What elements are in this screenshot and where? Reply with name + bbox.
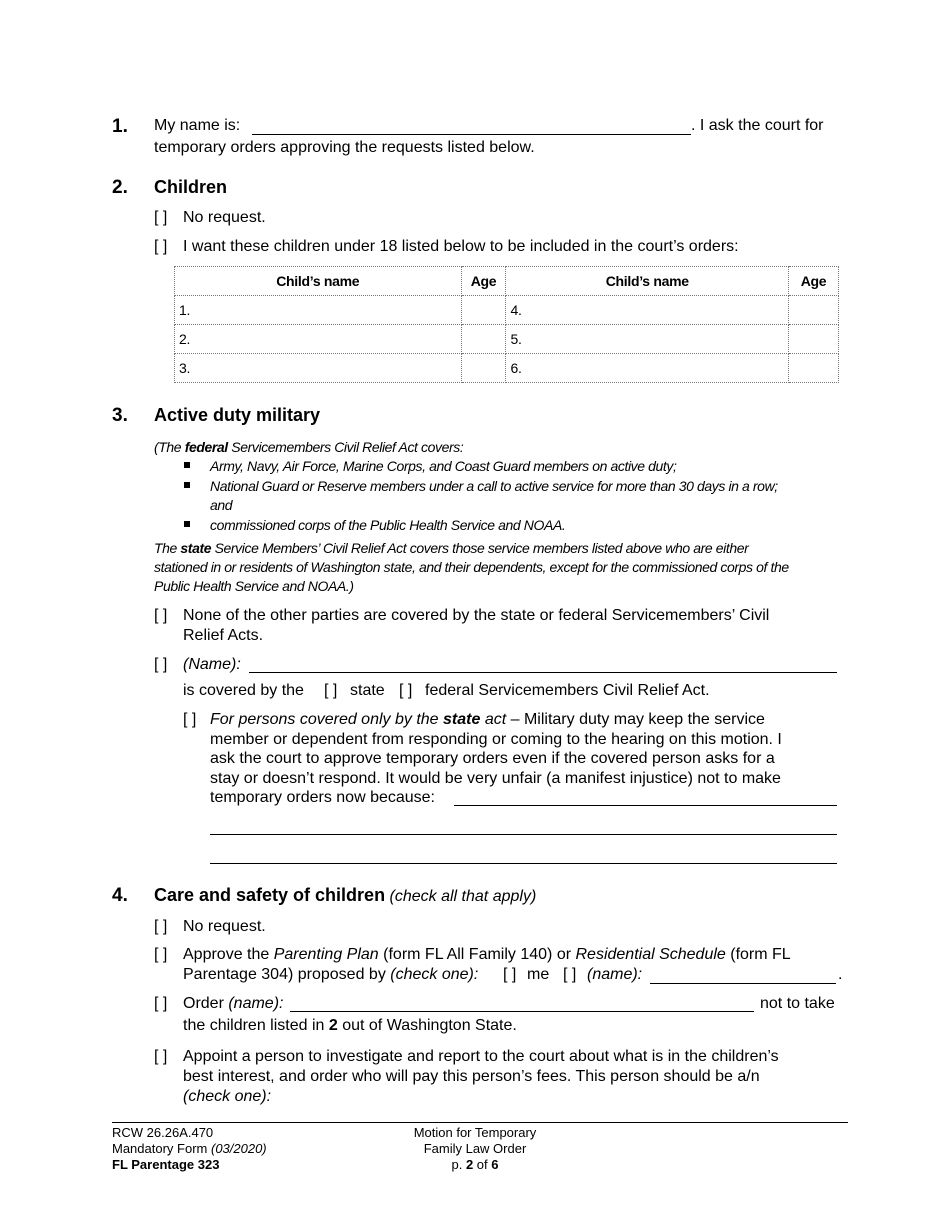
proposed-name-input-line[interactable] <box>650 983 836 984</box>
federal-act-intro: (The federal Servicemembers Civil Relief Act covers: <box>154 439 464 455</box>
reason-input-line[interactable] <box>210 834 837 835</box>
military-none-label-2: Relief Acts. <box>183 627 264 644</box>
parenting-plan-label: Approve the Parenting Plan (form FL All Family 140) or Residential Schedule (form FL <box>183 946 791 963</box>
military-none-checkbox[interactable]: [ ] <box>154 607 168 624</box>
state-act-text: The state Service Members’ Civil Relief Act covers those service members listed above who are either <box>154 540 749 556</box>
children-table-header <box>175 267 839 296</box>
covered-federal-checkbox[interactable]: [ ] <box>399 682 413 699</box>
child-age-header: Age <box>461 267 506 296</box>
appoint-label: Appoint a person to investigate and report to the court about what is in the children’s <box>183 1048 779 1065</box>
children-list-checkbox[interactable]: [ ] <box>154 238 168 255</box>
military-name-label: (Name): <box>183 656 241 673</box>
reason-input-line[interactable] <box>454 805 837 806</box>
federal-act-bullet: National Guard or Reserve members under a call to active service for more than 30 days in a row; <box>210 478 778 494</box>
proposed-me-checkbox[interactable]: [ ] <box>503 966 517 983</box>
child-name-cell[interactable]: 3. <box>175 354 462 383</box>
bullet-icon <box>184 521 190 527</box>
parenting-plan-label-2: Parentage 304) proposed by (check one): <box>183 966 479 983</box>
federal-act-bullet: commissioned corps of the Public Health Service and NOAA. <box>210 517 566 533</box>
covered-state-label: state <box>350 682 385 699</box>
footer-form-id: FL Parentage 323 <box>112 1157 220 1172</box>
child-name-cell[interactable]: 2. <box>175 325 462 354</box>
footer-page: p. 2 of 6 <box>451 1157 499 1172</box>
period: . <box>838 966 843 983</box>
section-2-title: Children <box>154 177 228 197</box>
appoint-label-2: best interest, and order who will pay this person’s fees. This person should be a/n <box>183 1068 760 1085</box>
section-1-line2: temporary orders approving the requests listed below. <box>154 139 535 156</box>
section-4-number: 4. <box>112 885 128 906</box>
order-label: Order (name): <box>183 995 284 1012</box>
military-none-label: None of the other parties are covered by the state or federal Servicemembers’ Civil <box>183 607 770 624</box>
footer-left <box>112 1125 267 1173</box>
footer-divider <box>112 1122 848 1123</box>
appoint-label-3: (check one): <box>183 1088 272 1105</box>
order-tail: not to take <box>760 995 835 1012</box>
child-age-header: Age <box>789 267 839 296</box>
footer-title-1: Motion for Temporary <box>413 1125 537 1140</box>
child-age-cell[interactable] <box>461 325 506 354</box>
bullet-icon <box>184 462 190 468</box>
order-not-take-checkbox[interactable]: [ ] <box>154 995 168 1012</box>
covered-federal-label: federal Servicemembers Civil Relief Act. <box>425 682 710 699</box>
covered-by-label: is covered by the <box>183 682 304 699</box>
proposed-name-checkbox[interactable]: [ ] <box>563 966 577 983</box>
military-name-checkbox[interactable]: [ ] <box>154 656 168 673</box>
footer-rcw: RCW 26.26A.470 <box>112 1125 214 1140</box>
state-only-text-2: member or dependent from responding or coming to the hearing on this motion. I <box>210 731 782 748</box>
state-only-text-3: ask the court to approve temporary orders even if the covered person asks for a <box>210 750 775 767</box>
child-name-cell[interactable]: 5. <box>506 325 789 354</box>
children-table <box>174 266 839 383</box>
state-only-text-5: temporary orders now because: <box>210 789 435 806</box>
footer-mandatory: Mandatory Form (03/2020) <box>112 1141 267 1156</box>
child-age-cell[interactable] <box>461 296 506 325</box>
child-name-cell[interactable]: 1. <box>175 296 462 325</box>
parenting-plan-checkbox[interactable]: [ ] <box>154 946 168 963</box>
state-act-text-2: stationed in or residents of Washington state, and their dependents, except for the commissioned corps of the <box>154 559 789 575</box>
proposed-me-label: me <box>527 966 550 983</box>
federal-act-bullet: Army, Navy, Air Force, Marine Corps, and Coast Guard members on active duty; <box>210 458 677 474</box>
section-2-number: 2. <box>112 177 128 198</box>
section-3-title: Active duty military <box>154 405 321 425</box>
child-age-cell[interactable] <box>789 296 839 325</box>
section-1-number: 1. <box>112 116 128 137</box>
order-label-2: the children listed in 2 out of Washington State. <box>183 1017 517 1034</box>
name-label: My name is: <box>154 117 241 134</box>
military-name-input-line[interactable] <box>249 672 837 673</box>
reason-input-line[interactable] <box>210 863 837 864</box>
state-only-text-4: stay or doesn’t respond. It would be very unfair (a manifest injustice) not to make <box>210 770 781 787</box>
care-no-request-label: No request. <box>183 918 266 935</box>
table-row <box>175 354 839 383</box>
state-only-text: For persons covered only by the state act – Military duty may keep the service <box>210 711 765 728</box>
appoint-investigator-checkbox[interactable]: [ ] <box>154 1048 168 1065</box>
section-4-title: Care and safety of children (check all that apply) <box>154 885 537 905</box>
children-no-request-label: No request. <box>183 209 266 226</box>
child-age-cell[interactable] <box>789 354 839 383</box>
name-input-line[interactable] <box>252 134 691 135</box>
covered-state-checkbox[interactable]: [ ] <box>324 682 338 699</box>
table-row <box>175 296 839 325</box>
bullet-icon <box>184 482 190 488</box>
children-list-label: I want these children under 18 listed below to be included in the court’s orders: <box>183 238 739 255</box>
child-name-header: Child’s name <box>506 267 789 296</box>
state-only-checkbox[interactable]: [ ] <box>183 711 197 728</box>
child-name-cell[interactable]: 4. <box>506 296 789 325</box>
child-age-cell[interactable] <box>789 325 839 354</box>
child-age-cell[interactable] <box>461 354 506 383</box>
state-act-text-3: Public Health Service and NOAA.) <box>154 578 354 594</box>
care-no-request-checkbox[interactable]: [ ] <box>154 918 168 935</box>
table-row <box>175 325 839 354</box>
child-name-cell[interactable]: 6. <box>506 354 789 383</box>
footer-center <box>375 1125 575 1173</box>
order-name-input-line[interactable] <box>290 1011 754 1012</box>
children-no-request-checkbox[interactable]: [ ] <box>154 209 168 226</box>
footer-title-2: Family Law Order <box>423 1141 527 1156</box>
proposed-name-label: (name): <box>587 966 643 983</box>
section-3-number: 3. <box>112 405 128 426</box>
federal-act-bullet-cont: and <box>210 497 233 513</box>
name-line-tail: . I ask the court for <box>691 117 824 134</box>
child-name-header: Child’s name <box>175 267 462 296</box>
